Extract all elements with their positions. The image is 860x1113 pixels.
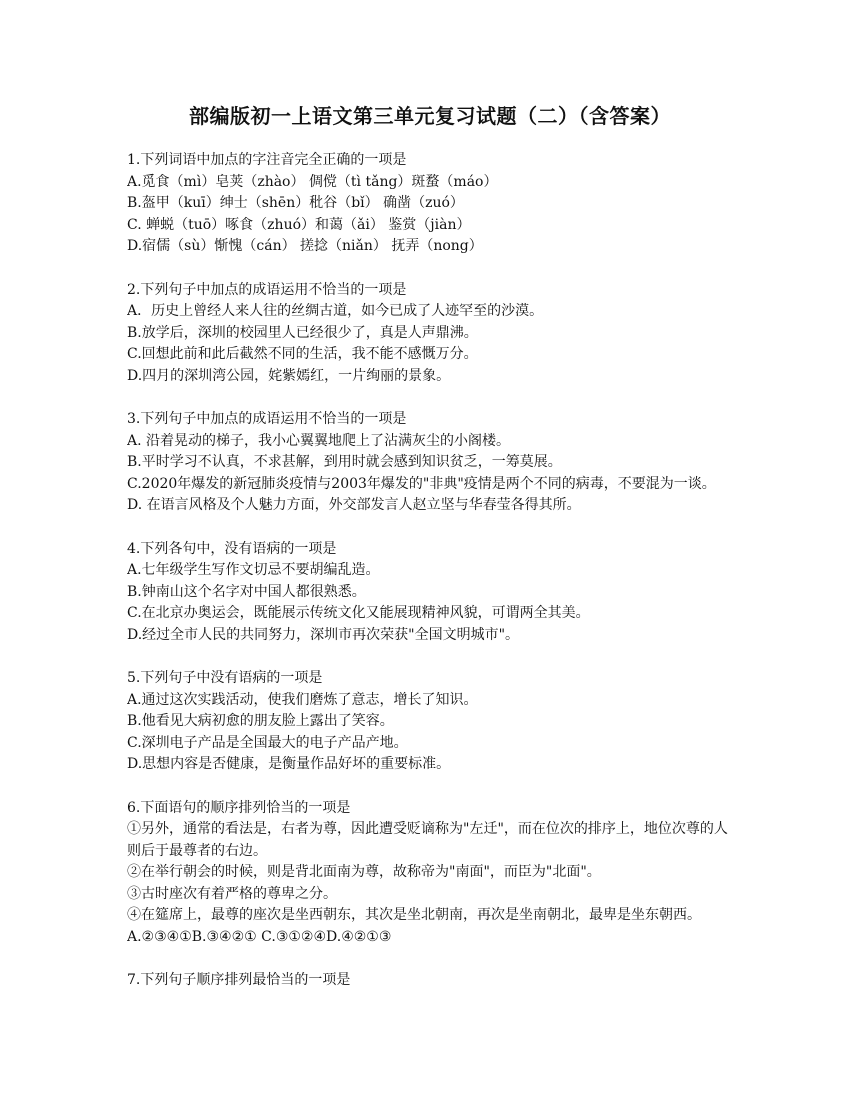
option-d: D. 在语言风格及个人魅力方面，外交部发言人赵立坚与华春莹各得其所。 bbox=[127, 497, 581, 513]
option-d: D.宿儒（sù）惭愧（cán） 搓捻（niǎn） 抚弄（nong） bbox=[127, 238, 483, 254]
question-stem: 6.下面语句的顺序排列恰当的一项是 bbox=[127, 799, 351, 816]
option-c: C.深圳电子产品是全国最大的电子产品产地。 bbox=[127, 734, 408, 751]
option-b: B.钟南山这个名字对中国人都很熟悉。 bbox=[127, 583, 366, 600]
question-stem: 5.下列句子中没有语病的一项是 bbox=[127, 670, 323, 686]
option-c: C. 蝉蜕（tuō）啄食（zhuó）和蔼（ǎi） 鉴赏（jiàn） bbox=[127, 216, 471, 233]
sentence-4-and-options: ④在筵席上，最尊的座次是坐西朝东，其次是坐北朝南，再次是坐南朝北，最卑是坐东朝西。 A.②③④①B.③④②① C.③①②④D.④②①③ bbox=[127, 907, 701, 945]
option-b: B.放学后，深圳的校园里人已经很少了，真是人声鼎沸。 bbox=[127, 324, 478, 341]
option-a: A.觅食（mì）皂荚（zhào） 倜傥（tì tǎng）斑蝥（máo） bbox=[127, 173, 498, 190]
option-a: A．历史上曾经人来人往的丝绸古道，如今已成了人迹罕至的沙漠。 bbox=[127, 303, 544, 319]
question-5 bbox=[127, 668, 739, 776]
option-b: B.盔甲（kuī）绅士（shēn）秕谷（bǐ） 确凿（zuó） bbox=[127, 195, 464, 211]
question-2 bbox=[127, 280, 739, 388]
option-c: C.在北京办奥运会，既能展示传统文化又能展现精神风貌，可谓两全其美。 bbox=[127, 605, 590, 621]
option-a: A.七年级学生写作文切忌不要胡编乱造。 bbox=[127, 562, 380, 578]
question-7 bbox=[127, 970, 739, 992]
question-stem: 3.下列句子中加点的成语运用不恰当的一项是 bbox=[127, 411, 407, 427]
option-b: B.他看见大病初愈的朋友脸上露出了笑容。 bbox=[127, 713, 394, 729]
question-stem: 4.下列各句中，没有语病的一项是 bbox=[127, 540, 337, 557]
option-d: D.四月的深圳湾公园，姹紫嫣红，一片绚丽的景象。 bbox=[127, 367, 451, 384]
option-d: D.经过全市人民的共同努力，深圳市再次荣获"全国文明城市"。 bbox=[127, 626, 520, 643]
sentence-2: ②在举行朝会的时候，则是背北面南为尊，故称帝为"南面"，而臣为"北面"。 bbox=[127, 864, 601, 880]
question-6 bbox=[127, 798, 739, 949]
question-stem: 7.下列句子顺序排列最恰当的一项是 bbox=[127, 972, 351, 988]
option-a: A. 沿着晃动的梯子，我小心翼翼地爬上了沾满灰尘的小阁楼。 bbox=[127, 432, 511, 449]
option-d: D.思想内容是否健康，是衡量作品好坏的重要标准。 bbox=[127, 756, 451, 772]
question-1 bbox=[127, 150, 739, 258]
sentence-3: ③古时座次有着严格的尊卑之分。 bbox=[127, 885, 337, 902]
question-3 bbox=[127, 409, 739, 517]
sentence-1: ①另外，通常的看法是，右者为尊，因此遭受贬谪称为"左迁"，而在位次的排序上，地位次尊的人则后于最尊者的右边。 bbox=[127, 821, 728, 859]
option-b: B.平时学习不认真，不求甚解，到用时就会感到知识贫乏，一筹莫展。 bbox=[127, 454, 562, 470]
document-title: 部编版初一上语文第三单元复习试题（二）（含答案） bbox=[189, 104, 671, 128]
option-c: C.回想此前和此后截然不同的生活，我不能不感慨万分。 bbox=[127, 346, 478, 362]
option-c: C.2020年爆发的新冠肺炎疫情与2003年爆发的"非典"疫情是两个不同的病毒，不要混为一谈。 bbox=[127, 475, 716, 492]
question-list bbox=[127, 150, 739, 1014]
question-stem: 1.下列词语中加点的字注音完全正确的一项是 bbox=[127, 152, 407, 168]
question-4 bbox=[127, 539, 739, 647]
question-stem: 2.下列句子中加点的成语运用不恰当的一项是 bbox=[127, 281, 407, 298]
option-a: A.通过这次实践活动，使我们磨炼了意志，增长了知识。 bbox=[127, 691, 478, 708]
